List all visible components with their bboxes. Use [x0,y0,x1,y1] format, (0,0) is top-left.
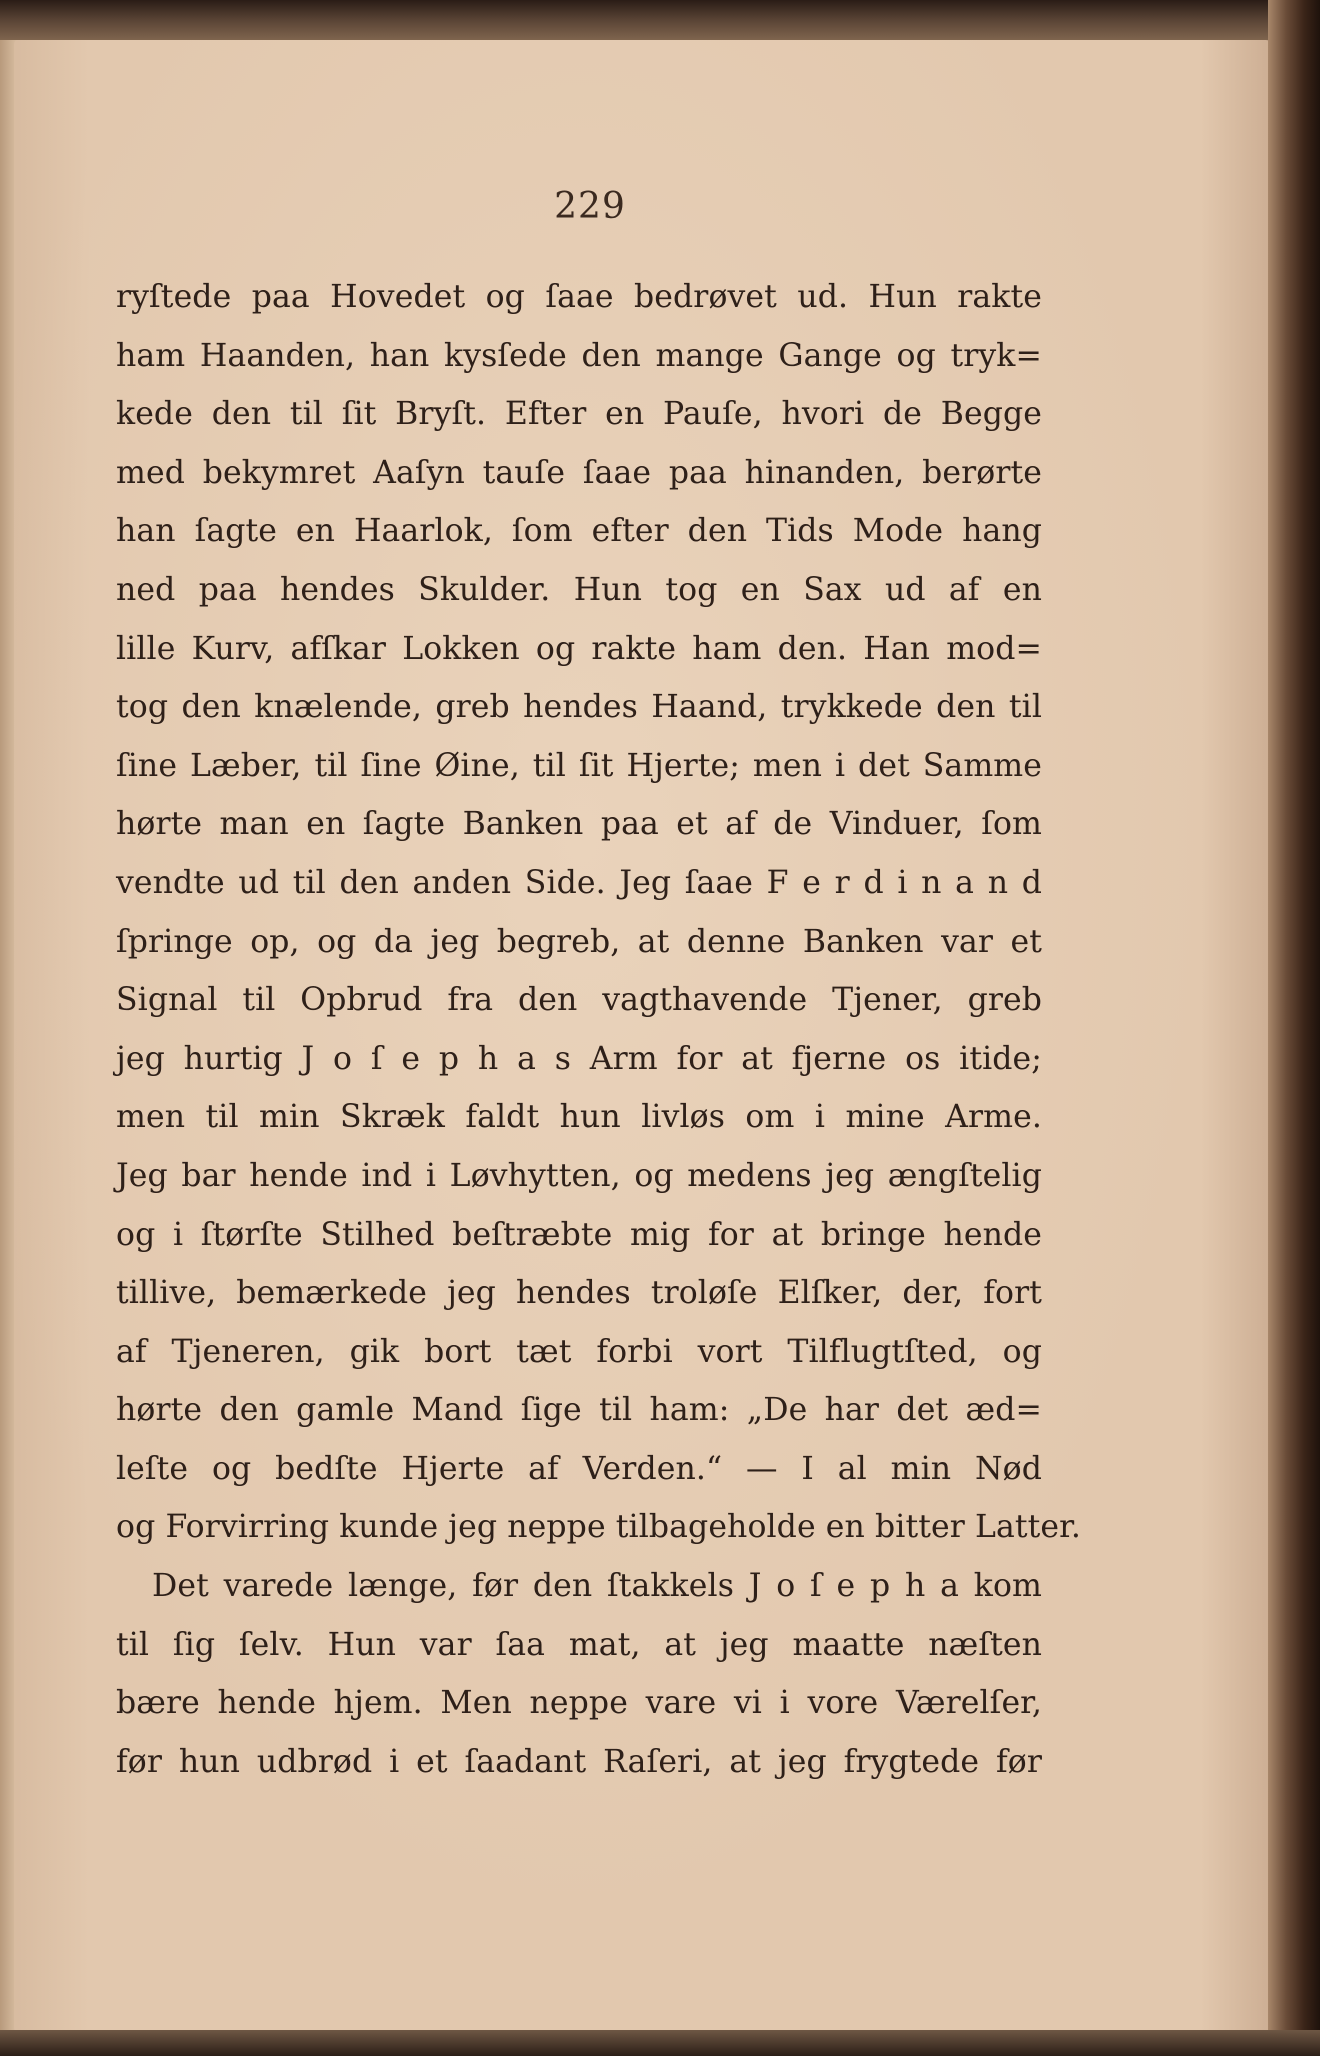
text-line: bære hende hjem. Men neppe vare vi i vore Værelſer, [116,1685,1042,1722]
text-line: leſte og bedſte Hjerte af Verden.“ — I al min Nød [116,1450,1042,1487]
book-bottom-edge [0,2030,1320,2056]
page-text [116,268,1081,1791]
page-number: 229 [554,186,626,227]
text-line: af Tjeneren, gik bort tæt forbi vort Tilflugtſted, og [116,1333,1042,1370]
text-line: med bekymret Aaſyn tauſe ſaae paa hinanden, berørte [116,454,1042,491]
text-line: tillive, bemærkede jeg hendes troløſe Elſker, der, fort [116,1275,1042,1312]
text-line-paragraph-end: og Forvirring kunde jeg neppe tilbageholde en bitter Latter. [116,1509,1081,1546]
text-line: han ſagte en Haarlok, ſom efter den Tids Mode hang [116,513,1042,550]
text-line: ſpringe op, og da jeg begreb, at denne Banken var et [116,923,1042,960]
text-line: Signal til Opbrud fra den vagthavende Tjener, greb [116,982,1042,1019]
text-line: kede den til ſit Bryſt. Efter en Pauſe, hvori de Begge [116,396,1042,433]
text-line: ned paa hendes Skulder. Hun tog en Sax ud af en [116,571,1042,608]
book-spine-edge [1268,0,1320,2056]
text-line: til ſig ſelv. Hun var ſaa mat, at jeg maatte næſten [116,1626,1042,1663]
text-line: Jeg bar hende ind i Løvhytten, og medens jeg ængſtelig [116,1157,1042,1194]
text-line: jeg hurtig J o ſ e p h a s Arm for at fjerne os itide; [116,1040,1042,1077]
text-line: men til min Skræk faldt hun livløs om i mine Arme. [116,1099,1042,1136]
text-line: før hun udbrød i et ſaadant Raſeri, at jeg frygtede før [116,1743,1042,1780]
text-line: ham Haanden, han kysſede den mange Gange og tryk= [116,337,1042,374]
text-line: og i ſtørſte Stilhed beſtræbte mig for at bringe hende [116,1216,1042,1253]
text-line: hørte den gamle Mand ſige til ham: „De har det æd= [116,1392,1042,1429]
text-line: tog den knælende, greb hendes Haand, trykkede den til [116,689,1042,726]
text-line: ſine Læber, til ſine Øine, til ſit Hjerte; men i det Samme [116,747,1042,784]
text-line: hørte man en ſagte Banken paa et af de Vinduer, ſom [116,806,1042,843]
text-line: vendte ud til den anden Side. Jeg ſaae F e r d i n a n d [116,864,1042,901]
text-line-paragraph-start: Det varede længe, før den ſtakkels J o ſ e p h a kom [152,1568,1042,1605]
text-line: ryſtede paa Hovedet og ſaae bedrøvet ud. Hun rakte [116,279,1042,315]
text-line: lille Kurv, afſkar Lokken og rakte ham den. Han mod= [116,630,1042,667]
